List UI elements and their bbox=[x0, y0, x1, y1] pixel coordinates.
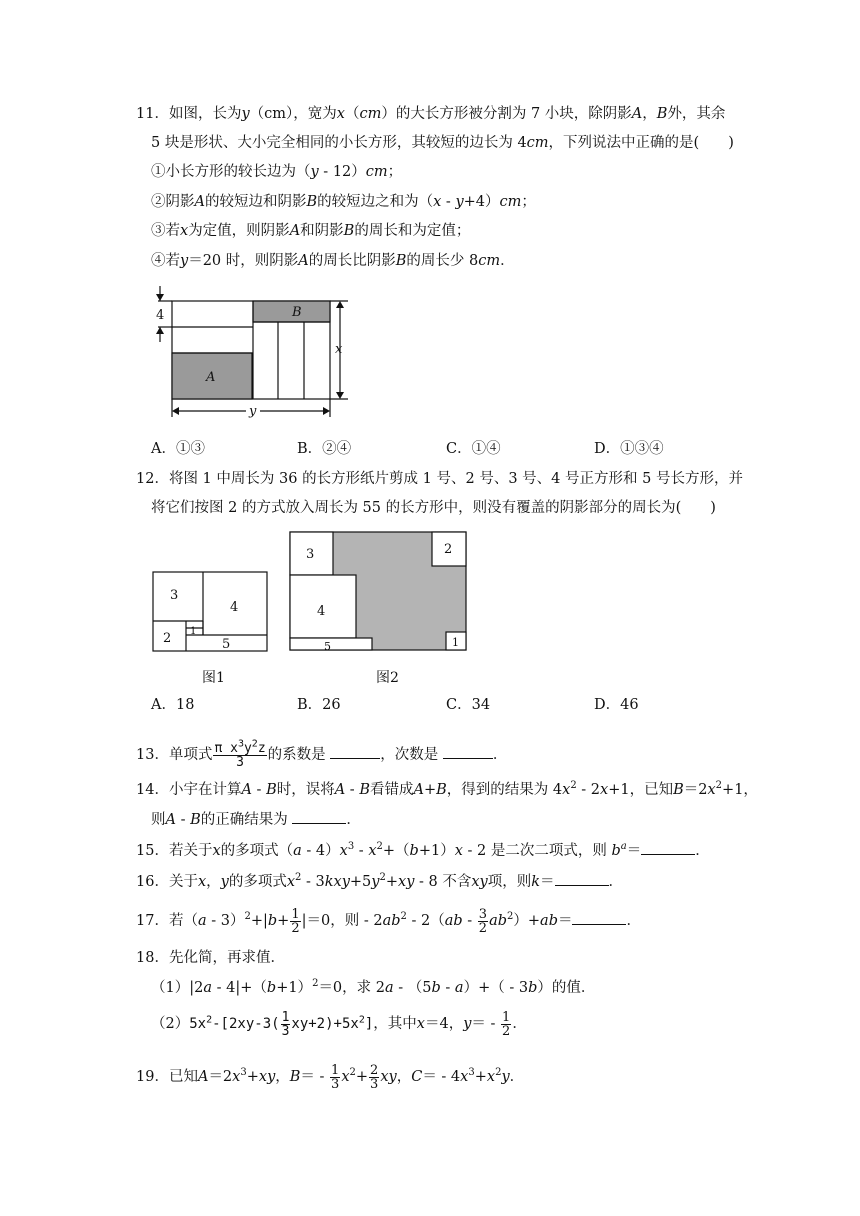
q14-line1: 14．小宇在计算A - B时，误将A - B看错成A+B，得到的结果为 $4x^2 - 2x+1$，已知$B=2x^2+1$， bbox=[136, 780, 758, 798]
fig1-num-4: 4 bbox=[230, 600, 239, 615]
q14-answer-blank[interactable] bbox=[292, 823, 346, 824]
fig1-num-5: 5 bbox=[222, 637, 231, 652]
fig1-num-3: 3 bbox=[170, 588, 179, 603]
q11-line1: 11．如图，长为y（cm），宽为x（cm）的大长方形被分割为 7 小块，除阴影A，B外，其余 bbox=[136, 106, 726, 122]
fig1-caption: 图1 bbox=[202, 670, 225, 686]
q15-answer-blank[interactable] bbox=[641, 854, 695, 855]
q11-label-y: y bbox=[249, 404, 257, 419]
fig2-num-5: 5 bbox=[324, 640, 331, 653]
q17-fraction-half: $\frac{1}{2}$ bbox=[291, 906, 300, 936]
q11-statement-1: ①小长方形的较长边为（y - 12）cm； bbox=[151, 164, 403, 180]
q12-figure-2 bbox=[286, 528, 472, 688]
q11-line2: 5 块是形状、大小完全相同的小长方形，其较短的边长为 4cm，下列说法中正确的是( ) bbox=[151, 135, 734, 151]
q17-line: 17．若（a - 3）$^2$+|b+ $\frac{1}{2}$ |＝0，则 - $2ab^2 - 2(ab$ - $\frac{3}{2}$ $ab^2)+ab=$ ． bbox=[136, 906, 641, 936]
q18-fraction-half: $\frac{1}{2}$ bbox=[502, 1009, 511, 1039]
q11-figure bbox=[148, 282, 368, 422]
q18-part-1: $(1)|2a - 4|+(b+1)^2=0$，求 2a - （5b - a）+（ - 3b）的值． bbox=[151, 978, 596, 996]
q15-line: 15．若关于x的多项式$(a - 4)x^3 - x^2+(b+1)x - 2$ 是二次二项式，则 $b^a=$ ． bbox=[136, 841, 710, 859]
q11-option-b[interactable]: B．②④ bbox=[297, 441, 352, 457]
q11-option-d[interactable]: D．①③④ bbox=[594, 441, 664, 457]
q11-option-c[interactable]: C．①④ bbox=[446, 441, 501, 457]
q13-coefficient-blank[interactable] bbox=[330, 758, 380, 759]
fig2-num-4: 4 bbox=[317, 604, 326, 619]
q16-line: 16．关于x，y的多项式$x^2 - 3kxy+5y^2+xy - 8$ 不含xy项，则k＝ ． bbox=[136, 872, 624, 890]
fig2-caption: 图2 bbox=[376, 670, 399, 686]
q11-option-a[interactable]: A．①③ bbox=[151, 441, 205, 457]
q16-answer-blank[interactable] bbox=[555, 885, 609, 886]
q11-label-b: B bbox=[292, 305, 302, 320]
q13-monomial: $\frac{\pi x^3y^2z}{3}$ bbox=[214, 738, 266, 770]
fig2-num-2: 2 bbox=[444, 542, 453, 557]
q19-fraction-one-third: $\frac{1}{3}$ bbox=[331, 1062, 340, 1092]
q11-statement-3: ③若x为定值，则阴影A和阴影B的周长和为定值； bbox=[151, 223, 471, 239]
q12-figure-1 bbox=[150, 568, 272, 688]
fig1-num-2: 2 bbox=[163, 631, 172, 646]
q12-line1: 12．将图 1 中周长为 36 的长方形纸片剪成 1 号、2 号、3 号、4 号正方形和 5 号长方形，并 bbox=[136, 471, 743, 487]
q17-fraction-three-halves: $\frac{3}{2}$ bbox=[478, 906, 488, 936]
q18-title: 18．先化简，再求值． bbox=[136, 950, 285, 966]
q11-label-x: x bbox=[335, 342, 343, 357]
q13-line: 13．单项式 $\frac{\pi x^3y^2z}{3}$ 的系数是 ，次数是 ． bbox=[136, 738, 508, 770]
q18-part-2: $(2)5x^2-[2xy-3$( $\frac{1}{3}$ $xy+2)+5x^2$]，其中x＝4，y＝ - $\frac{1}{2}$ ． bbox=[151, 1009, 527, 1039]
q19-line: 19．已知$A=2x^3+xy$，B＝ - $\frac{1}{3}$ $x^2+$ $\frac{2}{3}$ xy，$C= - 4x^3+x^2y$． bbox=[136, 1062, 525, 1092]
q12-option-c[interactable]: C．34 bbox=[446, 697, 491, 713]
q19-fraction-two-thirds: $\frac{2}{3}$ bbox=[370, 1062, 379, 1092]
fig2-num-1: 1 bbox=[452, 636, 459, 649]
q11-statement-4: ④若y＝20 时，则阴影A的周长比阴影B的周长少 8cm． bbox=[151, 253, 515, 269]
q14-line2: 则A - B的正确结果为 ． bbox=[151, 812, 361, 828]
q18-expression: $5x^2-[2xy-3$( $\frac{1}{3}$ $xy+2)+5x^2$] bbox=[189, 1009, 374, 1039]
q12-line2: 将它们按图 2 的方式放入周长为 55 的长方形中，则没有覆盖的阴影部分的周长为( ) bbox=[151, 500, 716, 516]
q17-answer-blank[interactable] bbox=[572, 924, 626, 925]
q12-option-a[interactable]: A．18 bbox=[151, 697, 195, 713]
q13-degree-blank[interactable] bbox=[443, 758, 493, 759]
q11-label-a: A bbox=[206, 370, 216, 385]
q12-option-b[interactable]: B．26 bbox=[297, 697, 341, 713]
q12-option-d[interactable]: D．46 bbox=[594, 697, 639, 713]
q11-statement-2: ②阴影A的较短边和阴影B的较短边之和为（x - y+4）cm； bbox=[151, 194, 536, 210]
fig1-num-1: 1 bbox=[190, 626, 197, 637]
fig2-num-3: 3 bbox=[306, 547, 315, 562]
q11-label-4: 4 bbox=[156, 308, 165, 323]
